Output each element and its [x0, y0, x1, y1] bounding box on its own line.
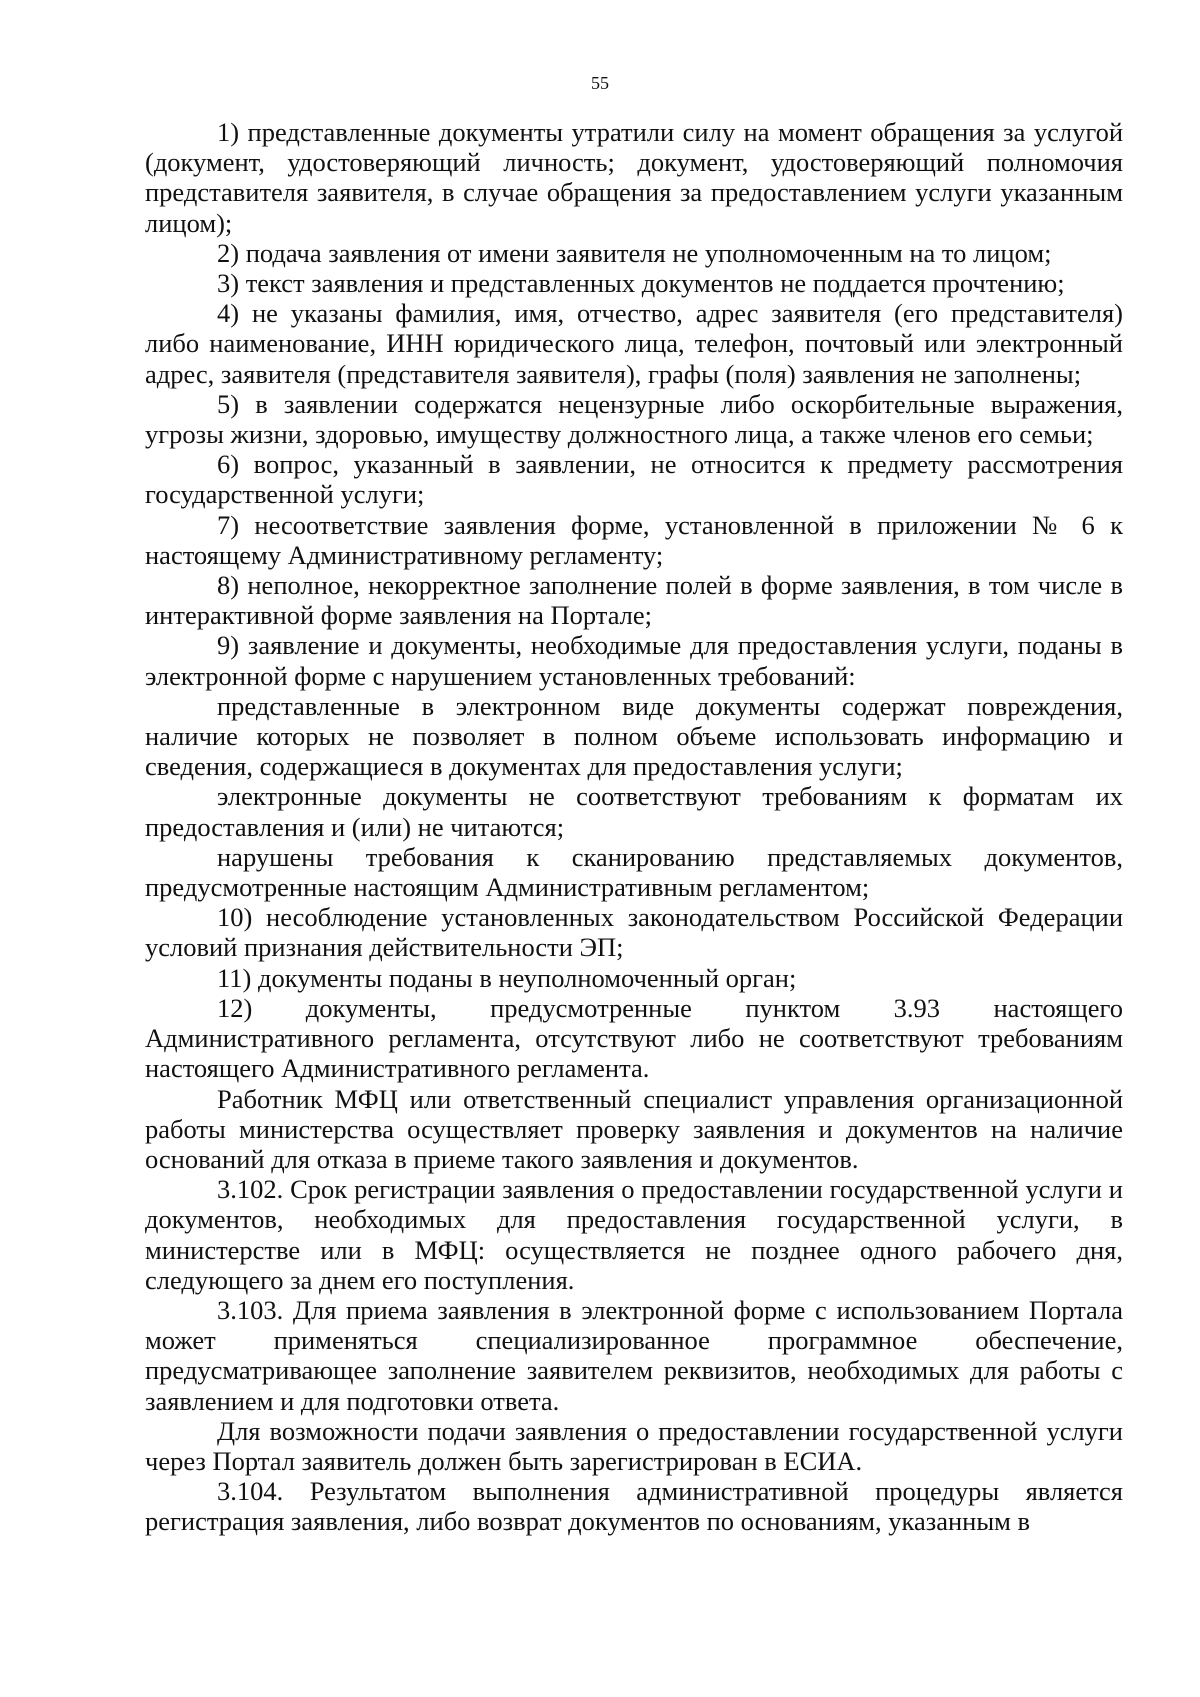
- paragraph-9: 9) заявление и документы, необходимые для предоставления услуги, поданы в электронной форме с нарушением установленных требований:: [145, 630, 1123, 691]
- paragraph-10: 10) несоблюдение установленных законодательством Российской Федерации условий признания действительности ЭП;: [145, 902, 1123, 963]
- paragraph-9a: представленные в электронном виде документы содержат повреждения, наличие которых не позволяет в полном объеме использовать информацию и сведения, содержащиеся в документах для предоставления услуги;: [145, 690, 1123, 782]
- paragraph-3-102: 3.102. Срок регистрации заявления о предоставлении государственной услуги и документов, необходимых для предоставления государственной услуги, в министерстве или в МФЦ: осуществляется не позднее одного рабочего дня, следующего за днем его поступления.: [145, 1174, 1123, 1295]
- paragraph-4: 4) не указаны фамилия, имя, отчество, адрес заявителя (его представителя) либо наименование, ИНН юридического лица, телефон, почтовый или электронный адрес, заявителя (представителя заявителя), графы (поля) заявления не заполнены;: [145, 298, 1123, 389]
- page-number: 55: [591, 73, 609, 93]
- paragraph-9b: электронные документы не соответствуют требованиям к форматам их предоставления и (или) не читаются;: [145, 781, 1123, 842]
- paragraph-3: 3) текст заявления и представленных документов не поддается прочтению;: [217, 268, 1065, 299]
- paragraph-1: 1) представленные документы утратили силу на момент обращения за услугой (документ, удостоверяющий личность; документ, удостоверяющий полномочия представителя заявителя, в случае обращения за предоставлением услуги указанным лицом);: [145, 117, 1123, 238]
- paragraph-mfc-check: Работник МФЦ или ответственный специалист управления организационной работы министерства осуществляет проверку заявления и документов на наличие оснований для отказа в приеме такого заявления и документов.: [145, 1083, 1123, 1174]
- paragraph-2: 2) подача заявления от имени заявителя не уполномоченным на то лицом;: [217, 237, 1052, 268]
- paragraph-8: 8) неполное, некорректное заполнение полей в форме заявления, в том числе в интерактивной форме заявления на Портале;: [145, 570, 1123, 631]
- paragraph-9c: нарушены требования к сканированию представляемых документов, предусмотренные настоящим Административным регламентом;: [145, 841, 1123, 903]
- paragraph-5: 5) в заявлении содержатся нецензурные либо оскорбительные выражения, угрозы жизни, здоровью, имуществу должностного лица, а также членов его семьи;: [145, 388, 1123, 450]
- paragraph-7: 7) несоответствие заявления форме, установленной в приложении № 6 к настоящему Административному регламенту;: [145, 509, 1123, 570]
- paragraph-esia: Для возможности подачи заявления о предоставлении государственной услуги через Портал заявитель должен быть зарегистрирован в ЕСИА.: [145, 1415, 1123, 1476]
- document-body: [145, 117, 1123, 1537]
- paragraph-11: 11) документы поданы в неуполномоченный орган;: [217, 962, 797, 993]
- paragraph-3-103: 3.103. Для приема заявления в электронной форме с использованием Портала может применяться специализированное программное обеспечение, предусматривающее заполнение заявителем реквизитов, необходимых для работы с заявлением и для подготовки ответа.: [145, 1294, 1123, 1416]
- paragraph-12: 12) документы, предусмотренные пунктом 3.93 настоящего Административного регламента, отсутствуют либо не соответствуют требованиям настоящего Административного регламента.: [145, 992, 1123, 1084]
- paragraph-3-104: 3.104. Результатом выполнения административной процедуры является регистрация заявления, либо возврат документов по основаниям, указанным в: [145, 1476, 1123, 1537]
- paragraph-6: 6) вопрос, указанный в заявлении, не относится к предмету рассмотрения государственной услуги;: [145, 449, 1123, 510]
